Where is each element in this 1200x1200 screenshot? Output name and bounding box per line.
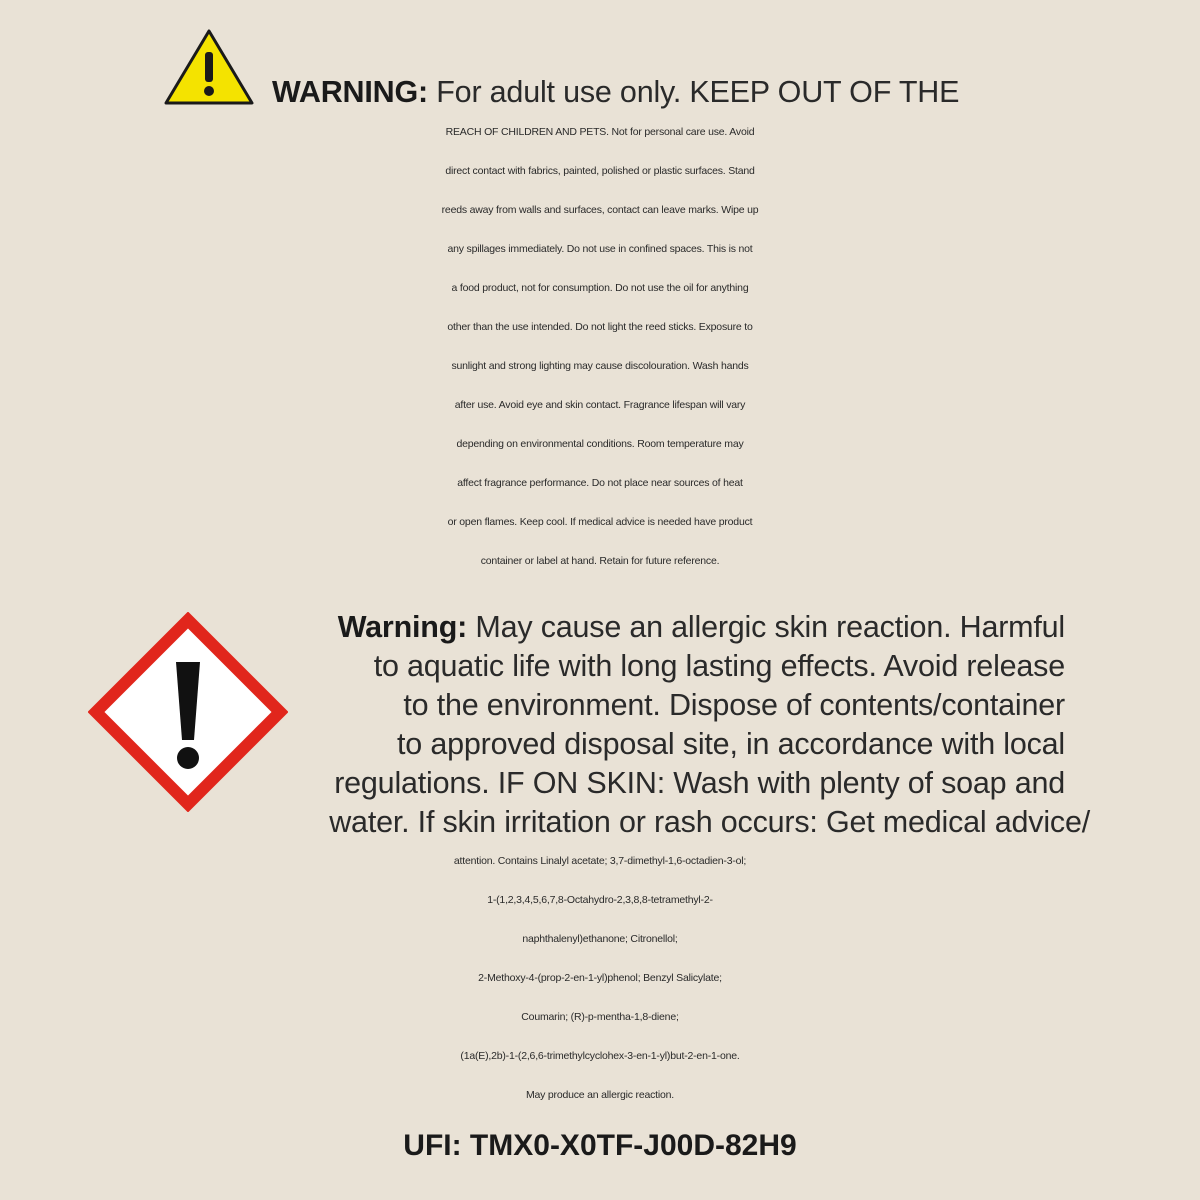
hazard-warning-line: attention. Contains Linalyl acetate; 3,7-dimethyl-1,6-octadien-3-ol; [453, 855, 747, 867]
primary-warning-line: a food product, not for consumption. Do not use the oil for anything [451, 282, 749, 294]
hazard-warning-line: (1a(E),2b)-1-(2,6,6-trimethylcyclohex-3-en-1-yl)but-2-en-1-one. [460, 1050, 740, 1062]
hazard-warning-line: water. If skin irritation or rash occurs: Get medical advice/ [329, 805, 1090, 839]
primary-warning-line: affect fragrance performance. Do not place near sources of heat [457, 477, 743, 489]
hazard-warning-line: 1-(1,2,3,4,5,6,7,8-Octahydro-2,3,8,8-tetramethyl-2- [487, 894, 713, 906]
hazard-warning-heading: Warning: [337, 610, 468, 644]
primary-warning-line: depending on environmental conditions. Room temperature may [456, 438, 744, 450]
hazard-warning-line: May produce an allergic reaction. [525, 1089, 675, 1101]
hazard-warning-line: naphthalenyl)ethanone; Citronellol; [522, 933, 678, 945]
primary-warning-text: For adult use only. KEEP OUT OF THE [436, 75, 960, 109]
primary-warning-line: any spillages immediately. Do not use in confined spaces. This is not [447, 243, 753, 255]
hazard-warning-line: 2-Methoxy-4-(prop-2-en-1-yl)phenol; Benzyl Salicylate; [478, 972, 722, 984]
hazard-warning-line [0, 607, 1065, 647]
primary-warning-line: direct contact with fabrics, painted, polished or plastic surfaces. Stand [445, 165, 755, 177]
primary-warning-line: container or label at hand. Retain for future reference. [480, 555, 720, 567]
hazard-warning-line: regulations. IF ON SKIN: Wash with plenty of soap and [334, 766, 1065, 800]
warning-triangle-icon [163, 28, 255, 106]
primary-warning-line: reeds away from walls and surfaces, contact can leave marks. Wipe up [441, 204, 759, 216]
hazard-warning-line: to the environment. Dispose of contents/container [403, 688, 1065, 722]
primary-warning-line: other than the use intended. Do not light the reed sticks. Exposure to [447, 321, 753, 333]
primary-warning-line: sunlight and strong lighting may cause discolouration. Wash hands [451, 360, 749, 372]
hazard-warning-line: to approved disposal site, in accordance with local [397, 727, 1065, 761]
primary-warning-line: after use. Avoid eye and skin contact. Fragrance lifespan will vary [454, 399, 746, 411]
primary-warning-line: or open flames. Keep cool. If medical advice is needed have product [447, 516, 753, 528]
hazard-warning-text: May cause an allergic skin reaction. Harmful [475, 610, 1065, 644]
ufi-code: UFI: TMX0-X0TF-J00D-82H9 [403, 1129, 797, 1162]
primary-warning-line [272, 72, 959, 112]
hazard-warning-line: Coumarin; (R)-p-mentha-1,8-diene; [521, 1011, 679, 1023]
primary-warning-heading: WARNING: [272, 75, 428, 109]
primary-warning-line: REACH OF CHILDREN AND PETS. Not for personal care use. Avoid [445, 126, 755, 138]
hazard-warning-line: to aquatic life with long lasting effects. Avoid release [373, 649, 1065, 683]
